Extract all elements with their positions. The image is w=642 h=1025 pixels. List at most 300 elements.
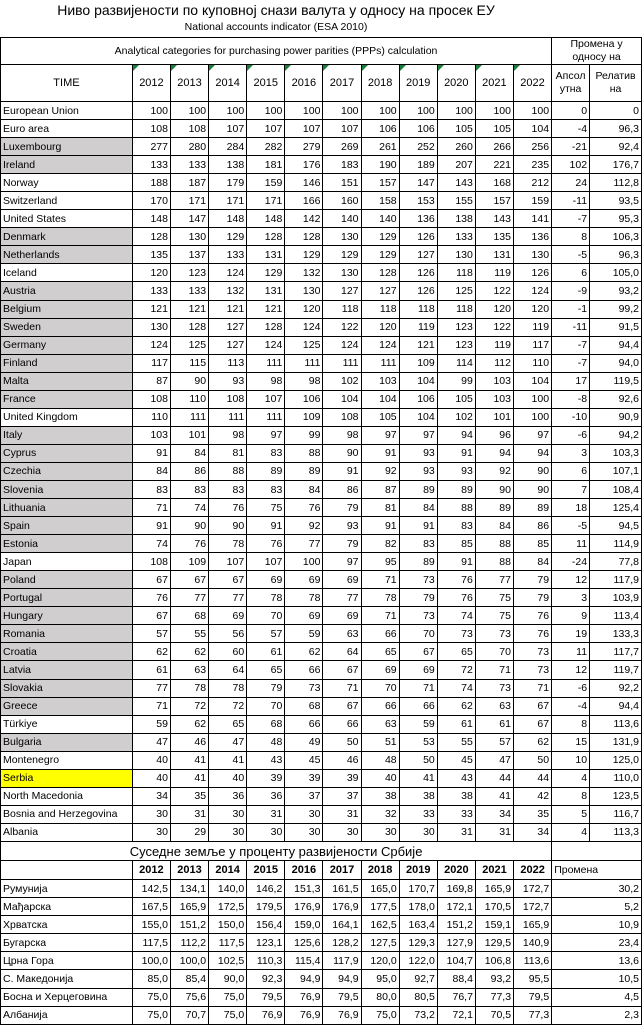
change-header: Промена у односу на bbox=[552, 38, 642, 65]
value-cell: 181 bbox=[247, 156, 285, 174]
value-cell: 140,0 bbox=[209, 880, 247, 898]
table-row bbox=[1, 769, 642, 787]
value-cell: 75,0 bbox=[132, 988, 170, 1006]
value-cell: 167,5 bbox=[132, 898, 170, 916]
value-cell: 147 bbox=[399, 174, 437, 192]
value-cell: 79,5 bbox=[323, 988, 361, 1006]
neighbors-title: Суседне земље у проценту развијености Србије bbox=[1, 842, 552, 861]
year-label: 2018 bbox=[367, 77, 393, 89]
value-cell: 79 bbox=[513, 571, 551, 589]
value-cell: 31 bbox=[437, 823, 475, 841]
value-cell: 71 bbox=[132, 697, 170, 715]
value-cell: 129 bbox=[247, 264, 285, 282]
value-cell: 153 bbox=[399, 192, 437, 210]
year-header bbox=[323, 65, 361, 102]
value-cell: 159 bbox=[513, 192, 551, 210]
year-marker-icon bbox=[247, 65, 253, 71]
abs-change-cell: 0 bbox=[552, 102, 590, 120]
table-row bbox=[1, 898, 642, 916]
value-cell: 124 bbox=[132, 336, 170, 354]
value-cell: 97 bbox=[399, 426, 437, 444]
value-cell: 34 bbox=[132, 787, 170, 805]
value-cell: 30 bbox=[361, 823, 399, 841]
value-cell: 256 bbox=[513, 138, 551, 156]
value-cell: 90 bbox=[513, 480, 551, 498]
value-cell: 80,0 bbox=[361, 988, 399, 1006]
neighbors-year-header: 2015 bbox=[247, 861, 285, 880]
value-cell: 71 bbox=[513, 679, 551, 697]
year-label: 2016 bbox=[291, 77, 317, 89]
value-cell: 128 bbox=[361, 264, 399, 282]
rel-change-cell: 77,8 bbox=[590, 553, 642, 571]
year-marker-icon bbox=[171, 65, 177, 71]
value-cell: 142,5 bbox=[132, 880, 170, 898]
value-cell: 70 bbox=[475, 643, 513, 661]
value-cell: 31 bbox=[323, 805, 361, 823]
rel-change-cell: 117,7 bbox=[590, 643, 642, 661]
value-cell: 122 bbox=[475, 282, 513, 300]
value-cell: 133 bbox=[209, 246, 247, 264]
value-cell: 103 bbox=[475, 390, 513, 408]
value-cell: 113 bbox=[209, 354, 247, 372]
value-cell: 63 bbox=[170, 661, 208, 679]
value-cell: 99 bbox=[437, 372, 475, 390]
value-cell: 91 bbox=[132, 517, 170, 535]
value-cell: 76 bbox=[209, 499, 247, 517]
neighbors-year-header: 2018 bbox=[361, 861, 399, 880]
table-row bbox=[1, 499, 642, 517]
abs-change-cell: 8 bbox=[552, 787, 590, 805]
year-marker-icon bbox=[400, 65, 406, 71]
page-subtitle: National accounts indicator (ESA 2010) bbox=[184, 21, 368, 33]
value-cell: 138 bbox=[437, 210, 475, 228]
value-cell: 30 bbox=[132, 805, 170, 823]
abs-change-cell: 8 bbox=[552, 228, 590, 246]
table-row bbox=[1, 880, 642, 898]
value-cell: 88 bbox=[475, 553, 513, 571]
value-cell: 30 bbox=[209, 823, 247, 841]
value-cell: 266 bbox=[475, 138, 513, 156]
value-cell: 78 bbox=[361, 589, 399, 607]
value-cell: 172,7 bbox=[514, 880, 552, 898]
year-marker-icon bbox=[438, 65, 444, 71]
value-cell: 261 bbox=[361, 138, 399, 156]
country-name: Türkiye bbox=[1, 715, 133, 733]
value-cell: 106 bbox=[399, 390, 437, 408]
value-cell: 91 bbox=[361, 517, 399, 535]
value-cell: 120 bbox=[132, 264, 170, 282]
rel-change-cell: 94,4 bbox=[590, 336, 642, 354]
value-cell: 127 bbox=[323, 282, 361, 300]
value-cell: 190 bbox=[361, 156, 399, 174]
value-cell: 67 bbox=[399, 643, 437, 661]
value-cell: 74 bbox=[132, 535, 170, 553]
value-cell: 71 bbox=[361, 571, 399, 589]
abs-change-cell: -10 bbox=[552, 408, 590, 426]
value-cell: 76 bbox=[132, 589, 170, 607]
value-cell: 132 bbox=[285, 264, 323, 282]
rel-change-cell: 125,0 bbox=[590, 751, 642, 769]
table-row bbox=[1, 934, 642, 952]
value-cell: 76 bbox=[437, 589, 475, 607]
value-cell: 65 bbox=[437, 643, 475, 661]
value-cell: 141 bbox=[513, 210, 551, 228]
value-cell: 62 bbox=[437, 697, 475, 715]
value-cell: 97 bbox=[247, 426, 285, 444]
value-cell: 91 bbox=[132, 444, 170, 462]
ppp-table bbox=[0, 37, 642, 842]
value-cell: 32 bbox=[361, 805, 399, 823]
country-name: Finland bbox=[1, 354, 133, 372]
country-name: Switzerland bbox=[1, 192, 133, 210]
change-cell: 30,2 bbox=[552, 880, 642, 898]
value-cell: 104 bbox=[399, 372, 437, 390]
value-cell: 94 bbox=[437, 426, 475, 444]
value-cell: 93 bbox=[209, 372, 247, 390]
value-cell: 118 bbox=[437, 264, 475, 282]
rel-change-cell: 91,5 bbox=[590, 318, 642, 336]
value-cell: 100 bbox=[361, 102, 399, 120]
rel-change-cell: 103,3 bbox=[590, 444, 642, 462]
country-name: Italy bbox=[1, 426, 133, 444]
value-cell: 83 bbox=[399, 535, 437, 553]
value-cell: 83 bbox=[170, 480, 208, 498]
value-cell: 73 bbox=[475, 625, 513, 643]
abs-change-cell: 11 bbox=[552, 643, 590, 661]
abs-change-cell: 3 bbox=[552, 589, 590, 607]
value-cell: 76,9 bbox=[285, 988, 323, 1006]
value-cell: 127 bbox=[209, 318, 247, 336]
neighbor-name: С. Македонија bbox=[1, 970, 133, 988]
country-name: Norway bbox=[1, 174, 133, 192]
value-cell: 100 bbox=[513, 390, 551, 408]
value-cell: 90 bbox=[513, 462, 551, 480]
value-cell: 126 bbox=[399, 282, 437, 300]
value-cell: 71 bbox=[361, 607, 399, 625]
table-row bbox=[1, 462, 642, 480]
value-cell: 68 bbox=[285, 697, 323, 715]
rel-change-cell: 113,4 bbox=[590, 607, 642, 625]
value-cell: 91 bbox=[437, 553, 475, 571]
value-cell: 113,6 bbox=[514, 952, 552, 970]
value-cell: 89 bbox=[475, 499, 513, 517]
value-cell: 34 bbox=[513, 823, 551, 841]
value-cell: 45 bbox=[285, 751, 323, 769]
country-name: United Kingdom bbox=[1, 408, 133, 426]
value-cell: 172,7 bbox=[514, 898, 552, 916]
abs-change-cell: 8 bbox=[552, 715, 590, 733]
country-name: Austria bbox=[1, 282, 133, 300]
value-cell: 76 bbox=[285, 499, 323, 517]
rel-change-cell: 96,3 bbox=[590, 246, 642, 264]
value-cell: 77 bbox=[170, 589, 208, 607]
value-cell: 94 bbox=[513, 444, 551, 462]
value-cell: 126 bbox=[399, 264, 437, 282]
value-cell: 83 bbox=[437, 517, 475, 535]
value-cell: 104 bbox=[513, 120, 551, 138]
value-cell: 88 bbox=[437, 499, 475, 517]
year-marker-icon bbox=[514, 65, 520, 71]
table-row bbox=[1, 625, 642, 643]
value-cell: 43 bbox=[247, 751, 285, 769]
value-cell: 93 bbox=[399, 462, 437, 480]
value-cell: 106 bbox=[361, 120, 399, 138]
value-cell: 76 bbox=[247, 535, 285, 553]
value-cell: 69 bbox=[209, 607, 247, 625]
value-cell: 118 bbox=[437, 300, 475, 318]
value-cell: 159 bbox=[247, 174, 285, 192]
value-cell: 66 bbox=[285, 715, 323, 733]
value-cell: 124 bbox=[285, 318, 323, 336]
neighbors-year-header: 2012 bbox=[132, 861, 170, 880]
rel-change-cell: 105,0 bbox=[590, 264, 642, 282]
year-header bbox=[209, 65, 247, 102]
table-row bbox=[1, 102, 642, 120]
change-cell: 10,5 bbox=[552, 970, 642, 988]
abs-change-cell: -5 bbox=[552, 246, 590, 264]
value-cell: 30 bbox=[285, 823, 323, 841]
value-cell: 105 bbox=[475, 120, 513, 138]
value-cell: 123 bbox=[437, 318, 475, 336]
value-cell: 117 bbox=[132, 354, 170, 372]
value-cell: 165,9 bbox=[170, 898, 208, 916]
country-name: Bulgaria bbox=[1, 733, 133, 751]
value-cell: 85 bbox=[437, 535, 475, 553]
value-cell: 97 bbox=[323, 553, 361, 571]
value-cell: 66 bbox=[323, 715, 361, 733]
value-cell: 86 bbox=[513, 517, 551, 535]
value-cell: 100 bbox=[323, 102, 361, 120]
year-header bbox=[399, 65, 437, 102]
value-cell: 106,8 bbox=[475, 952, 513, 970]
value-cell: 147 bbox=[170, 210, 208, 228]
value-cell: 62 bbox=[513, 733, 551, 751]
country-name: Slovakia bbox=[1, 679, 133, 697]
value-cell: 127,5 bbox=[361, 934, 399, 952]
value-cell: 90 bbox=[170, 372, 208, 390]
value-cell: 68 bbox=[247, 715, 285, 733]
value-cell: 94 bbox=[475, 444, 513, 462]
rel-change-cell: 108,4 bbox=[590, 480, 642, 498]
year-label: 2022 bbox=[520, 77, 545, 89]
abs-change-cell: 24 bbox=[552, 174, 590, 192]
table-row bbox=[1, 661, 642, 679]
value-cell: 118 bbox=[323, 300, 361, 318]
value-cell: 59 bbox=[132, 715, 170, 733]
country-name: Serbia bbox=[1, 769, 133, 787]
value-cell: 172,1 bbox=[437, 898, 475, 916]
value-cell: 235 bbox=[513, 156, 551, 174]
value-cell: 99 bbox=[285, 426, 323, 444]
value-cell: 70 bbox=[247, 607, 285, 625]
country-name: Japan bbox=[1, 553, 133, 571]
value-cell: 136 bbox=[399, 210, 437, 228]
abs-change-cell: 17 bbox=[552, 372, 590, 390]
year-header bbox=[132, 65, 170, 102]
value-cell: 150,0 bbox=[209, 916, 247, 934]
value-cell: 50 bbox=[399, 751, 437, 769]
year-label: 2020 bbox=[444, 77, 469, 89]
year-marker-icon bbox=[285, 65, 291, 71]
table-row bbox=[1, 228, 642, 246]
category-header: Analytical categories for purchasing power parities (PPPs) calculation bbox=[1, 38, 552, 65]
abs-change-cell: 4 bbox=[552, 823, 590, 841]
country-name: United States bbox=[1, 210, 133, 228]
year-label: 2019 bbox=[405, 77, 431, 89]
value-cell: 117,5 bbox=[209, 934, 247, 952]
value-cell: 77,3 bbox=[514, 1006, 552, 1024]
value-cell: 170,5 bbox=[475, 898, 513, 916]
value-cell: 170,7 bbox=[399, 880, 437, 898]
value-cell: 114 bbox=[437, 354, 475, 372]
table-row bbox=[1, 553, 642, 571]
value-cell: 100 bbox=[513, 408, 551, 426]
value-cell: 98 bbox=[247, 372, 285, 390]
country-name: Poland bbox=[1, 571, 133, 589]
value-cell: 135 bbox=[475, 228, 513, 246]
table-row bbox=[1, 517, 642, 535]
table-row bbox=[1, 156, 642, 174]
value-cell: 90 bbox=[209, 517, 247, 535]
value-cell: 67 bbox=[209, 571, 247, 589]
rel-change-cell: 112,8 bbox=[590, 174, 642, 192]
value-cell: 133 bbox=[132, 156, 170, 174]
abs-change-cell: 10 bbox=[552, 751, 590, 769]
value-cell: 135 bbox=[132, 246, 170, 264]
value-cell: 41 bbox=[209, 751, 247, 769]
country-name: Slovenia bbox=[1, 480, 133, 498]
value-cell: 163,4 bbox=[399, 916, 437, 934]
value-cell: 80,5 bbox=[399, 988, 437, 1006]
value-cell: 165,9 bbox=[475, 880, 513, 898]
value-cell: 122 bbox=[323, 318, 361, 336]
value-cell: 72,1 bbox=[437, 1006, 475, 1024]
value-cell: 120 bbox=[513, 300, 551, 318]
value-cell: 106 bbox=[399, 120, 437, 138]
value-cell: 151,3 bbox=[285, 880, 323, 898]
value-cell: 79 bbox=[399, 589, 437, 607]
value-cell: 105 bbox=[437, 390, 475, 408]
value-cell: 69 bbox=[285, 607, 323, 625]
value-cell: 66 bbox=[285, 661, 323, 679]
value-cell: 40 bbox=[132, 751, 170, 769]
value-cell: 79,5 bbox=[247, 988, 285, 1006]
rel-change-cell: 114,9 bbox=[590, 535, 642, 553]
value-cell: 102 bbox=[323, 372, 361, 390]
value-cell: 177,5 bbox=[361, 898, 399, 916]
value-cell: 81 bbox=[361, 499, 399, 517]
value-cell: 93,2 bbox=[475, 970, 513, 988]
neighbor-name: Бугарска bbox=[1, 934, 133, 952]
value-cell: 282 bbox=[247, 138, 285, 156]
value-cell: 48 bbox=[247, 733, 285, 751]
value-cell: 123 bbox=[437, 336, 475, 354]
value-cell: 42 bbox=[513, 787, 551, 805]
year-header bbox=[285, 65, 323, 102]
value-cell: 94,9 bbox=[323, 970, 361, 988]
abs-change-cell: -7 bbox=[552, 210, 590, 228]
value-cell: 86 bbox=[323, 480, 361, 498]
country-name: Croatia bbox=[1, 643, 133, 661]
country-name: France bbox=[1, 390, 133, 408]
value-cell: 97 bbox=[361, 426, 399, 444]
value-cell: 90,0 bbox=[209, 970, 247, 988]
value-cell: 76,9 bbox=[323, 1006, 361, 1024]
neighbors-table bbox=[0, 841, 642, 1025]
value-cell: 47 bbox=[132, 733, 170, 751]
value-cell: 91 bbox=[437, 444, 475, 462]
value-cell: 146 bbox=[285, 174, 323, 192]
rel-change-cell: 131,9 bbox=[590, 733, 642, 751]
value-cell: 67 bbox=[513, 715, 551, 733]
country-name: Germany bbox=[1, 336, 133, 354]
value-cell: 57 bbox=[132, 625, 170, 643]
table-row bbox=[1, 697, 642, 715]
value-cell: 129 bbox=[323, 246, 361, 264]
value-cell: 136 bbox=[513, 228, 551, 246]
value-cell: 107 bbox=[285, 120, 323, 138]
value-cell: 91 bbox=[361, 444, 399, 462]
value-cell: 100 bbox=[513, 102, 551, 120]
value-cell: 73 bbox=[513, 643, 551, 661]
rel-change-cell: 103,9 bbox=[590, 589, 642, 607]
value-cell: 31 bbox=[475, 823, 513, 841]
abs-change-cell: 11 bbox=[552, 535, 590, 553]
value-cell: 67 bbox=[132, 607, 170, 625]
year-marker-icon bbox=[133, 65, 139, 71]
value-cell: 63 bbox=[475, 697, 513, 715]
value-cell: 39 bbox=[247, 769, 285, 787]
value-cell: 73 bbox=[437, 625, 475, 643]
rel-change-cell: 119,5 bbox=[590, 372, 642, 390]
value-cell: 129 bbox=[209, 228, 247, 246]
value-cell: 41 bbox=[475, 787, 513, 805]
neighbor-name: Црна Гора bbox=[1, 952, 133, 970]
rel-change-cell: 99,2 bbox=[590, 300, 642, 318]
value-cell: 86 bbox=[170, 462, 208, 480]
value-cell: 143 bbox=[475, 210, 513, 228]
table-row bbox=[1, 751, 642, 769]
value-cell: 183 bbox=[323, 156, 361, 174]
value-cell: 100 bbox=[475, 102, 513, 120]
value-cell: 55 bbox=[170, 625, 208, 643]
value-cell: 35 bbox=[513, 805, 551, 823]
abs-change-cell: 6 bbox=[552, 462, 590, 480]
value-cell: 50 bbox=[323, 733, 361, 751]
neighbors-year-header: 2016 bbox=[285, 861, 323, 880]
value-cell: 125 bbox=[170, 336, 208, 354]
value-cell: 71 bbox=[399, 679, 437, 697]
value-cell: 126 bbox=[399, 228, 437, 246]
value-cell: 170 bbox=[132, 192, 170, 210]
value-cell: 46 bbox=[170, 733, 208, 751]
abs-change-cell: 12 bbox=[552, 571, 590, 589]
value-cell: 88 bbox=[285, 444, 323, 462]
value-cell: 33 bbox=[399, 805, 437, 823]
value-cell: 39 bbox=[323, 769, 361, 787]
value-cell: 46 bbox=[323, 751, 361, 769]
value-cell: 117,5 bbox=[132, 934, 170, 952]
abs-change-cell: -1 bbox=[552, 300, 590, 318]
year-marker-icon bbox=[209, 65, 215, 71]
value-cell: 155,0 bbox=[132, 916, 170, 934]
value-cell: 151,2 bbox=[170, 916, 208, 934]
year-marker-icon bbox=[323, 65, 329, 71]
value-cell: 95,5 bbox=[514, 970, 552, 988]
value-cell: 109 bbox=[170, 553, 208, 571]
value-cell: 75,0 bbox=[361, 1006, 399, 1024]
value-cell: 65 bbox=[209, 715, 247, 733]
